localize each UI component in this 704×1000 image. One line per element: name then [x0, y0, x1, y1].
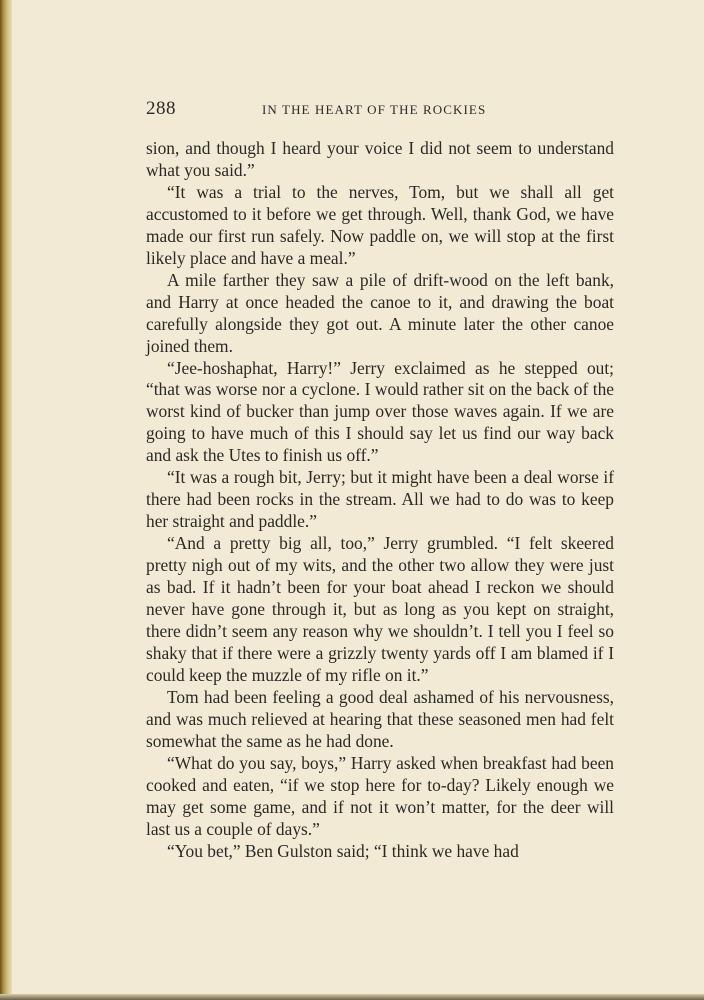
- paragraph: “Jee-hoshaphat, Harry!” Jerry exclaimed as he stepped out; “that was worse nor a cyclone. I would rather sit on the back of the worst kind of bucker than jump over those waves again. If we are going to have much of this I should say let us find our way back and ask the Utes to finish us off.”: [146, 357, 614, 466]
- page-bottom-edge: [0, 994, 704, 1000]
- paragraph: “You bet,” Ben Gulston said; “I think we have had: [167, 840, 519, 861]
- page-spine-edge: [0, 0, 12, 1000]
- page-body: [146, 138, 614, 862]
- paragraph: “It was a rough bit, Jerry; but it might have been a deal worse if there had been rocks in the stream. All we had to do was to keep her straight and paddle.”: [146, 467, 614, 532]
- paragraph: Tom had been feeling a good deal ashamed of his nervousness, and was much relieved at hearing that these seasoned men had felt somewhat the same as he had done.: [146, 686, 614, 751]
- paragraph: “What do you say, boys,” Harry asked when breakfast had been cooked and eaten, “if we stop here for to-day? Likely enough we may get some game, and if not it won’t matter, for the deer will last us a couple of days.”: [146, 752, 614, 839]
- paragraph: “And a pretty big all, too,” Jerry grumbled. “I felt skeered pretty nigh out of my wits, and the other two allow they were just as bad. If it hadn’t been for your boat ahead I reckon we should never have gone through it, but as long as you kept on straight, there didn’t seem any reason why we shouldn’t. I tell you I feel so shaky that if there were a grizzly twenty yards off I am blamed if I could keep the muzzle of my rifle on it.”: [146, 533, 614, 685]
- page-header: [146, 98, 614, 128]
- paragraph: “It was a trial to the nerves, Tom, but we shall all get accustomed to it before we get through. Well, thank God, we have made our first run safely. Now paddle on, we will stop at the first likely place and have a meal.”: [146, 181, 614, 268]
- paragraph: sion, and though I heard your voice I did not seem to understand what you said.”: [146, 138, 614, 180]
- page-number: 288: [146, 98, 176, 119]
- running-title: IN THE HEART OF THE ROCKIES: [262, 102, 487, 117]
- paragraph: A mile farther they saw a pile of drift-wood on the left bank, and Harry at once headed the canoe to it, and drawing the boat carefully alongside they got out. A minute later the other canoe joined them.: [146, 269, 614, 356]
